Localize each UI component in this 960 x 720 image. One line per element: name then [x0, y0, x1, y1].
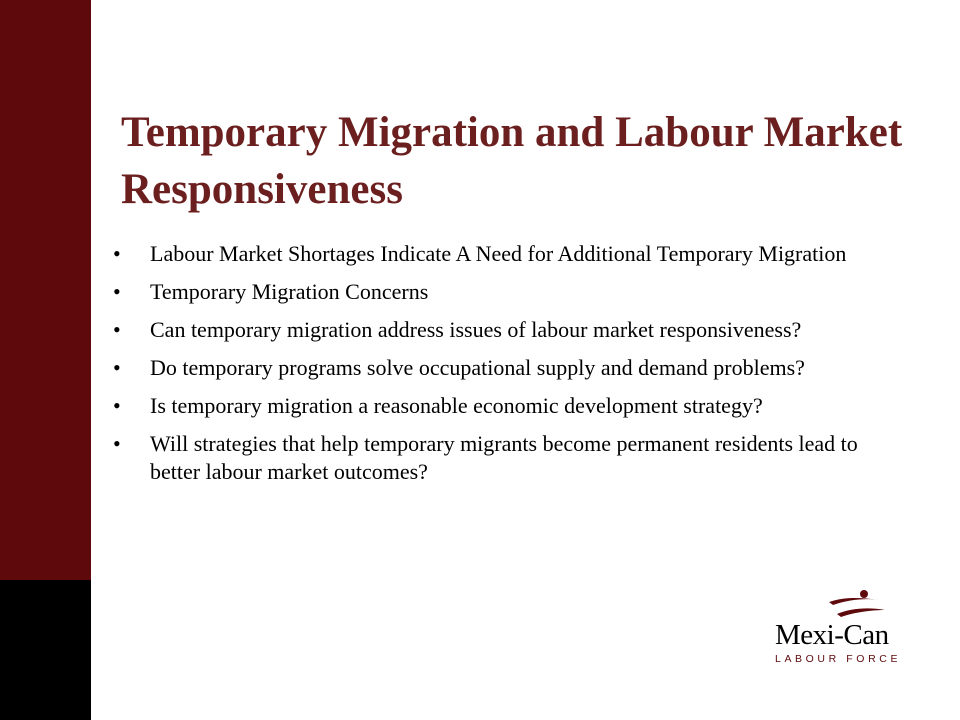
bullet-item [113, 354, 913, 382]
bullet-text: Temporary Migration Concerns [150, 279, 429, 304]
slide-title: Temporary Migration and Labour Market Responsiveness [121, 109, 903, 213]
bullet-text: Do temporary programs solve occupational supply and demand problems? [150, 355, 805, 380]
logo-name: Mexi-Can [775, 619, 889, 651]
bullet-item [113, 430, 913, 486]
sidebar-accent-bar [0, 0, 91, 580]
logo-subtitle: LABOUR FORCE [775, 653, 902, 665]
sidebar-footer-block [0, 580, 91, 720]
bullet-text: Will strategies that help temporary migrants become permanent residents lead to better labour market outcomes? [150, 431, 858, 484]
bullet-list [113, 240, 913, 496]
person-swoosh-icon [827, 588, 887, 620]
bullet-dot-icon: • [113, 279, 121, 304]
mexi-can-logo [775, 588, 905, 673]
bullet-item [113, 278, 913, 306]
bullet-dot-icon: • [113, 431, 121, 456]
bullet-dot-icon: • [113, 393, 121, 418]
bullet-item [113, 392, 913, 420]
bullet-dot-icon: • [113, 355, 121, 380]
bullet-dot-icon: • [113, 241, 121, 266]
bullet-text: Can temporary migration address issues of labour market responsiveness? [150, 317, 802, 342]
bullet-dot-icon: • [113, 317, 121, 342]
bullet-text: Is temporary migration a reasonable economic development strategy? [150, 393, 763, 418]
bullet-item [113, 240, 913, 268]
bullet-text: Labour Market Shortages Indicate A Need for Additional Temporary Migration [150, 241, 847, 266]
bullet-item [113, 316, 913, 344]
